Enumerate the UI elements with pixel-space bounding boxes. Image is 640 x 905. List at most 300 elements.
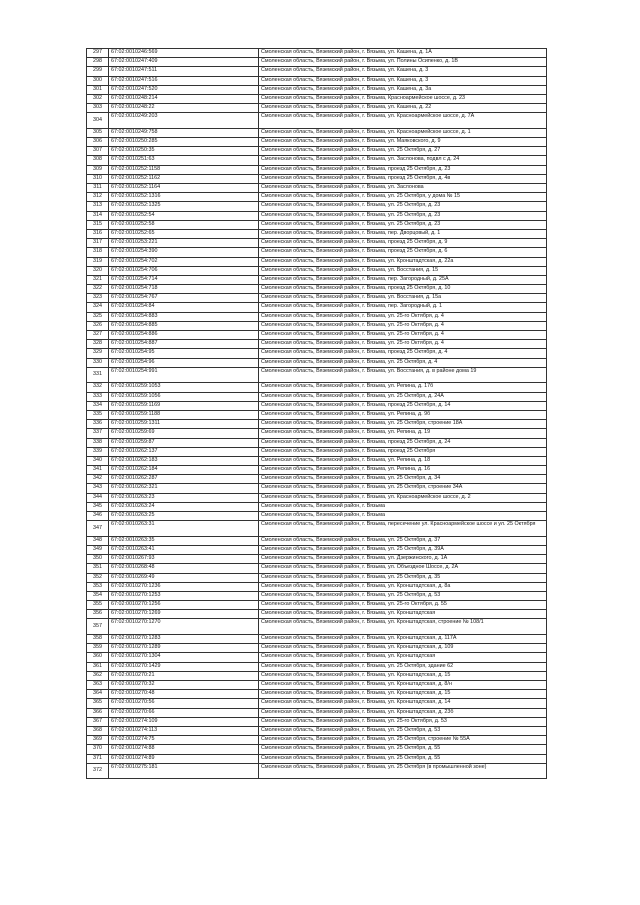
address: Смоленская область, Вяземский район, г. Вязьма xyxy=(259,512,547,521)
cadastral-number: 67:02:0010246:569 xyxy=(109,49,259,58)
address: Смоленская область, Вяземский район, г. Вязьма, ул. Красноармейское шоссе, д. 7А xyxy=(259,113,547,129)
table-row xyxy=(87,456,547,465)
row-number: 341 xyxy=(87,466,109,475)
table-row xyxy=(87,466,547,475)
cadastral-number: 67:02:0010263:31 xyxy=(109,521,259,537)
row-number: 327 xyxy=(87,331,109,340)
table-row xyxy=(87,438,547,447)
cadastral-number: 67:02:0010259:1169 xyxy=(109,401,259,410)
cadastral-number: 67:02:0010270:1270 xyxy=(109,619,259,635)
table-row xyxy=(87,763,547,779)
row-number: 322 xyxy=(87,285,109,294)
address: Смоленская область, Вяземский район, г. Вязьма, ул. 25 Октября, строение 34А xyxy=(259,484,547,493)
address: Смоленская область, Вяземский район, г. Вязьма, ул. Репина, д. 9б xyxy=(259,410,547,419)
cadastral-number: 67:02:0010274:113 xyxy=(109,726,259,735)
row-number: 304 xyxy=(87,113,109,129)
address: Смоленская область, Вяземский район, г. Вязьма, ул. Кронштадтская, д. 23б xyxy=(259,708,547,717)
row-number: 332 xyxy=(87,383,109,392)
cadastral-number: 67:02:0010252:65 xyxy=(109,229,259,238)
row-number: 350 xyxy=(87,555,109,564)
cadastral-number: 67:02:0010249:203 xyxy=(109,113,259,129)
row-number: 323 xyxy=(87,294,109,303)
cadastral-number: 67:02:0010267:93 xyxy=(109,555,259,564)
row-number: 300 xyxy=(87,76,109,85)
cadastral-number: 67:02:0010254:885 xyxy=(109,321,259,330)
cadastral-number: 67:02:0010262:287 xyxy=(109,475,259,484)
row-number: 338 xyxy=(87,438,109,447)
address: Смоленская область, Вяземский район, г. Вязьма, проезд 25 Октября, д. 4 xyxy=(259,349,547,358)
row-number: 370 xyxy=(87,745,109,754)
table-row xyxy=(87,248,547,257)
cadastral-number: 67:02:0010270:48 xyxy=(109,690,259,699)
address: Смоленская область, Вяземский район, г. Вязьма, ул. 25 Октября, д. 55 xyxy=(259,754,547,763)
cadastral-number: 67:02:0010254:991 xyxy=(109,367,259,383)
row-number: 339 xyxy=(87,447,109,456)
cadastral-number: 67:02:0010254:702 xyxy=(109,257,259,266)
address: Смоленская область, Вяземский район, г. Вязьма, ул. 25 Октября, д. 24А xyxy=(259,392,547,401)
cadastral-number: 67:02:0010251:63 xyxy=(109,156,259,165)
row-number: 348 xyxy=(87,536,109,545)
address: Смоленская область, Вяземский район, г. Вязьма, ул. Репина, д. 17б xyxy=(259,383,547,392)
table-row xyxy=(87,662,547,671)
address: Смоленская область, Вяземский район, г. Вязьма, ул. Заслонова, подвл с д. 24 xyxy=(259,156,547,165)
table-row xyxy=(87,582,547,591)
cadastral-number: 67:02:0010252:1162 xyxy=(109,174,259,183)
cadastral-number: 67:02:0010274:89 xyxy=(109,754,259,763)
table-row xyxy=(87,193,547,202)
table-row xyxy=(87,410,547,419)
table-row xyxy=(87,367,547,383)
table-row xyxy=(87,726,547,735)
address: Смоленская область, Вяземский район, г. Вязьма, ул. Кашена, д. 3 xyxy=(259,76,547,85)
table-row xyxy=(87,653,547,662)
row-number: 333 xyxy=(87,392,109,401)
table-row xyxy=(87,67,547,76)
address: Смоленская область, Вяземский район, г. Вязьма, ул. Кронштадтская, д. 15 xyxy=(259,690,547,699)
cadastral-number: 67:02:0010270:32 xyxy=(109,681,259,690)
address: Смоленская область, Вяземский район, г. Вязьма, ул. 25-го Октября, д. 4 xyxy=(259,312,547,321)
cadastral-number: 67:02:0010263:35 xyxy=(109,536,259,545)
address: Смоленская область, Вяземский район, г. Вязьма, ул. 25-го Октября, д. 4 xyxy=(259,321,547,330)
row-number: 358 xyxy=(87,635,109,644)
row-number: 371 xyxy=(87,754,109,763)
cadastral-number: 67:02:0010270:1269 xyxy=(109,610,259,619)
cadastral-number: 67:02:0010254:883 xyxy=(109,312,259,321)
address: Смоленская область, Вяземский район, г. Вязьма, ул. 25 Октября, строение № 55А xyxy=(259,736,547,745)
address: Смоленская область, Вяземский район, г. Вязьма, ул. 25 Октября, д. 39А xyxy=(259,545,547,554)
row-number: 307 xyxy=(87,147,109,156)
address: Смоленская область, Вяземский район, г. Вязьма, проезд 25 Октября, д. 23 xyxy=(259,165,547,174)
row-number: 330 xyxy=(87,358,109,367)
address: Смоленская область, Вяземский район, г. Вязьма, ул. 25 Октября, д. 23 xyxy=(259,202,547,211)
table-row xyxy=(87,49,547,58)
cadastral-number: 67:02:0010254:886 xyxy=(109,331,259,340)
cadastral-number: 67:02:0010250:285 xyxy=(109,138,259,147)
address: Смоленская область, Вяземский район, г. Вязьма, ул. Кронштадтская, д. 14 xyxy=(259,699,547,708)
cadastral-number: 67:02:0010252:54 xyxy=(109,211,259,220)
address: Смоленская область, Вяземский район, г. Вязьма, проезд 25 Октября, д. 14 xyxy=(259,401,547,410)
registry-table-body xyxy=(87,49,547,779)
cadastral-number: 67:02:0010259:1053 xyxy=(109,383,259,392)
row-number: 325 xyxy=(87,312,109,321)
cadastral-number: 67:02:0010253:221 xyxy=(109,239,259,248)
address: Смоленская область, Вяземский район, г. Вязьма, ул. 25 Октября, д. 4 xyxy=(259,358,547,367)
cadastral-number: 67:02:0010254:887 xyxy=(109,340,259,349)
row-number: 366 xyxy=(87,708,109,717)
table-row xyxy=(87,94,547,103)
row-number: 326 xyxy=(87,321,109,330)
row-number: 344 xyxy=(87,493,109,502)
address: Смоленская область, Вяземский район, г. Вязьма, ул. 25 Октября, д. 27 xyxy=(259,147,547,156)
table-row xyxy=(87,220,547,229)
row-number: 318 xyxy=(87,248,109,257)
row-number: 365 xyxy=(87,699,109,708)
cadastral-number: 67:02:0010249:758 xyxy=(109,128,259,137)
cadastral-number: 67:02:0010250:35 xyxy=(109,147,259,156)
table-row xyxy=(87,340,547,349)
row-number: 352 xyxy=(87,573,109,582)
row-number: 335 xyxy=(87,410,109,419)
table-row xyxy=(87,358,547,367)
cadastral-number: 67:02:0010254:714 xyxy=(109,275,259,284)
cadastral-number: 67:02:0010247:520 xyxy=(109,85,259,94)
address: Смоленская область, Вяземский район, г. Вязьма, ул. Репина, д. 18 xyxy=(259,456,547,465)
cadastral-number: 67:02:0010270:66 xyxy=(109,708,259,717)
cadastral-number: 67:02:0010270:1253 xyxy=(109,591,259,600)
table-row xyxy=(87,202,547,211)
table-row xyxy=(87,573,547,582)
table-row xyxy=(87,321,547,330)
table-row xyxy=(87,303,547,312)
table-row xyxy=(87,211,547,220)
address: Смоленская область, Вяземский район, г. Вязьма, ул. Кронштадтская xyxy=(259,610,547,619)
row-number: 309 xyxy=(87,165,109,174)
address: Смоленская область, Вяземский район, г. Вязьма, ул. 25 Октября, строение 18А xyxy=(259,420,547,429)
row-number: 316 xyxy=(87,229,109,238)
table-row xyxy=(87,156,547,165)
row-number: 298 xyxy=(87,58,109,67)
cadastral-number: 67:02:0010263:23 xyxy=(109,493,259,502)
address: Смоленская область, Вяземский район, г. Вязьма, ул. Заслонова xyxy=(259,184,547,193)
row-number: 331 xyxy=(87,367,109,383)
address: Смоленская область, Вяземский район, г. Вязьма, ул. Дзержинского, д. 1А xyxy=(259,555,547,564)
cadastral-number: 67:02:0010270:56 xyxy=(109,699,259,708)
address: Смоленская область, Вяземский район, г. Вязьма, ул. 25 Октября, д. 53 xyxy=(259,591,547,600)
cadastral-number: 67:02:0010259:1188 xyxy=(109,410,259,419)
cadastral-number: 67:02:0010262:184 xyxy=(109,466,259,475)
table-row xyxy=(87,447,547,456)
table-row xyxy=(87,502,547,511)
address: Смоленская область, Вяземский район, г. Вязьма, ул. Кронштадтская, д. 109 xyxy=(259,644,547,653)
cadastral-number: 67:02:0010262:321 xyxy=(109,484,259,493)
row-number: 329 xyxy=(87,349,109,358)
cadastral-number: 67:02:0010268:48 xyxy=(109,564,259,573)
address: Смоленская область, Вяземский район, г. Вязьма, Красноармейское шоссе, д. 23 xyxy=(259,94,547,103)
cadastral-number: 67:02:0010259:87 xyxy=(109,438,259,447)
row-number: 303 xyxy=(87,104,109,113)
address: Смоленская область, Вяземский район, г. Вязьма, ул. Кашена, д. 22 xyxy=(259,104,547,113)
table-row xyxy=(87,174,547,183)
row-number: 305 xyxy=(87,128,109,137)
table-row xyxy=(87,349,547,358)
row-number: 317 xyxy=(87,239,109,248)
row-number: 314 xyxy=(87,211,109,220)
address: Смоленская область, Вяземский район, г. Вязьма xyxy=(259,502,547,511)
table-row xyxy=(87,745,547,754)
cadastral-number: 67:02:0010270:1256 xyxy=(109,601,259,610)
table-row xyxy=(87,512,547,521)
table-row xyxy=(87,610,547,619)
cadastral-number: 67:02:0010269:49 xyxy=(109,573,259,582)
address: Смоленская область, Вяземский район, г. Вязьма, ул. Кронштадтская xyxy=(259,653,547,662)
table-row xyxy=(87,294,547,303)
row-number: 336 xyxy=(87,420,109,429)
cadastral-number: 67:02:0010248:22 xyxy=(109,104,259,113)
cadastral-number: 67:02:0010259:1311 xyxy=(109,420,259,429)
row-number: 363 xyxy=(87,681,109,690)
cadastral-number: 67:02:0010263:25 xyxy=(109,512,259,521)
cadastral-number: 67:02:0010254:84 xyxy=(109,303,259,312)
row-number: 359 xyxy=(87,644,109,653)
row-number: 342 xyxy=(87,475,109,484)
cadastral-number: 67:02:0010247:409 xyxy=(109,58,259,67)
table-row xyxy=(87,239,547,248)
row-number: 315 xyxy=(87,220,109,229)
table-row xyxy=(87,165,547,174)
table-row xyxy=(87,128,547,137)
row-number: 320 xyxy=(87,266,109,275)
address: Смоленская область, Вяземский район, г. Вязьма, ул. 25 Октября, здание 62 xyxy=(259,662,547,671)
cadastral-number: 67:02:0010254:718 xyxy=(109,285,259,294)
cadastral-number: 67:02:0010254:767 xyxy=(109,294,259,303)
table-row xyxy=(87,635,547,644)
table-row xyxy=(87,564,547,573)
table-row xyxy=(87,331,547,340)
row-number: 364 xyxy=(87,690,109,699)
table-row xyxy=(87,690,547,699)
row-number: 368 xyxy=(87,726,109,735)
table-row xyxy=(87,429,547,438)
table-row xyxy=(87,147,547,156)
row-number: 351 xyxy=(87,564,109,573)
registry-sheet xyxy=(86,48,546,779)
address: Смоленская область, Вяземский район, г. Вязьма, ул. Кронштадтская, д. 15 xyxy=(259,671,547,680)
table-row xyxy=(87,58,547,67)
row-number: 337 xyxy=(87,429,109,438)
row-number: 357 xyxy=(87,619,109,635)
row-number: 353 xyxy=(87,582,109,591)
table-row xyxy=(87,699,547,708)
table-row xyxy=(87,401,547,410)
cadastral-number: 67:02:0010254:95 xyxy=(109,349,259,358)
table-row xyxy=(87,484,547,493)
address: Смоленская область, Вяземский район, г. Вязьма, ул. 25 Октября, д. 37 xyxy=(259,536,547,545)
address: Смоленская область, Вяземский район, г. Вязьма, ул. Восстания, д. 15а xyxy=(259,294,547,303)
table-row xyxy=(87,493,547,502)
row-number: 346 xyxy=(87,512,109,521)
row-number: 361 xyxy=(87,662,109,671)
table-row xyxy=(87,601,547,610)
row-number: 367 xyxy=(87,717,109,726)
row-number: 354 xyxy=(87,591,109,600)
address: Смоленская область, Вяземский район, г. Вязьма, ул. 25-го Октября, д. 55 xyxy=(259,601,547,610)
address: Смоленская область, Вяземский район, г. Вязьма, ул. Кашена, д. 1А xyxy=(259,49,547,58)
row-number: 355 xyxy=(87,601,109,610)
address: Смоленская область, Вяземский район, г. Вязьма, ул. Репина, д. 16 xyxy=(259,466,547,475)
address: Смоленская область, Вяземский район, г. Вязьма, ул. Кашена, д. 3 xyxy=(259,67,547,76)
cadastral-number: 67:02:0010270:1429 xyxy=(109,662,259,671)
address: Смоленская область, Вяземский район, г. Вязьма, ул. Кронштадтская, д. 22а xyxy=(259,257,547,266)
row-number: 328 xyxy=(87,340,109,349)
table-row xyxy=(87,383,547,392)
address: Смоленская область, Вяземский район, г. Вязьма, проезд 25 Октября, д. 6 xyxy=(259,248,547,257)
table-row xyxy=(87,521,547,537)
cadastral-number: 67:02:0010252:1158 xyxy=(109,165,259,174)
table-row xyxy=(87,536,547,545)
cadastral-number: 67:02:0010263:24 xyxy=(109,502,259,511)
address: Смоленская область, Вяземский район, г. Вязьма, проезд 25 Октября xyxy=(259,447,547,456)
address: Смоленская область, Вяземский район, г. Вязьма, ул. Кронштадтская, д. 8а xyxy=(259,582,547,591)
address: Смоленская область, Вяземский район, г. Вязьма, ул. 25-го Октября, д. 4 xyxy=(259,331,547,340)
row-number: 356 xyxy=(87,610,109,619)
row-number: 299 xyxy=(87,67,109,76)
row-number: 369 xyxy=(87,736,109,745)
address: Смоленская область, Вяземский район, г. Вязьма, пер. Дворцовый, д. 1 xyxy=(259,229,547,238)
table-row xyxy=(87,717,547,726)
address: Смоленская область, Вяземский район, г. Вязьма, ул. 25 Октября, д. 53 xyxy=(259,726,547,735)
cadastral-number: 67:02:0010270:21 xyxy=(109,671,259,680)
row-number: 360 xyxy=(87,653,109,662)
row-number: 311 xyxy=(87,184,109,193)
address: Смоленская область, Вяземский район, г. Вязьма, ул. Кронштадтская, строение № 108/1 xyxy=(259,619,547,635)
cadastral-number: 67:02:0010259:69 xyxy=(109,429,259,438)
address: Смоленская область, Вяземский район, г. Вязьма, ул. Восстания, д. 15 xyxy=(259,266,547,275)
row-number: 347 xyxy=(87,521,109,537)
cadastral-number: 67:02:0010275:181 xyxy=(109,763,259,779)
row-number: 308 xyxy=(87,156,109,165)
cadastral-number: 67:02:0010263:41 xyxy=(109,545,259,554)
table-row xyxy=(87,266,547,275)
table-row xyxy=(87,545,547,554)
address: Смоленская область, Вяземский район, г. Вязьма, пер. Загородный, д. 25А xyxy=(259,275,547,284)
cadastral-number: 67:02:0010252:1316 xyxy=(109,193,259,202)
address: Смоленская область, Вяземский район, г. Вязьма, проезд 25 Октября, д. 24 xyxy=(259,438,547,447)
address: Смоленская область, Вяземский район, г. Вязьма, проезд 25 Октября, д. 9 xyxy=(259,239,547,248)
row-number: 324 xyxy=(87,303,109,312)
row-number: 340 xyxy=(87,456,109,465)
row-number: 321 xyxy=(87,275,109,284)
address: Смоленская область, Вяземский район, г. Вязьма, пересечение ул. Красноармейское шоссе и ул. 25 Октября xyxy=(259,521,547,537)
row-number: 306 xyxy=(87,138,109,147)
registry-table xyxy=(86,48,547,779)
cadastral-number: 67:02:0010274:75 xyxy=(109,736,259,745)
table-row xyxy=(87,76,547,85)
table-row xyxy=(87,644,547,653)
address: Смоленская область, Вяземский район, г. Вязьма, проезд 25 Октября, д. 10 xyxy=(259,285,547,294)
table-row xyxy=(87,138,547,147)
row-number: 319 xyxy=(87,257,109,266)
table-row xyxy=(87,420,547,429)
table-row xyxy=(87,85,547,94)
table-row xyxy=(87,754,547,763)
address: Смоленская область, Вяземский район, г. Вязьма, ул. Репина, д. 19 xyxy=(259,429,547,438)
row-number: 362 xyxy=(87,671,109,680)
cadastral-number: 67:02:0010270:1304 xyxy=(109,653,259,662)
address: Смоленская область, Вяземский район, г. Вязьма, ул. Красноармейское шоссе, д. 1 xyxy=(259,128,547,137)
table-row xyxy=(87,104,547,113)
table-row xyxy=(87,671,547,680)
address: Смоленская область, Вяземский район, г. Вязьма, ул. 25-го Октября, д. 4 xyxy=(259,340,547,349)
row-number: 345 xyxy=(87,502,109,511)
row-number: 297 xyxy=(87,49,109,58)
cadastral-number: 67:02:0010262:183 xyxy=(109,456,259,465)
table-row xyxy=(87,275,547,284)
address: Смоленская область, Вяземский район, г. Вязьма, ул. 25 Октября, д. 35 xyxy=(259,573,547,582)
cadastral-number: 67:02:0010247:516 xyxy=(109,76,259,85)
table-row xyxy=(87,736,547,745)
address: Смоленская область, Вяземский район, г. Вязьма, ул. Объездное Шоссе, д. 2А xyxy=(259,564,547,573)
row-number: 343 xyxy=(87,484,109,493)
row-number: 349 xyxy=(87,545,109,554)
row-number: 334 xyxy=(87,401,109,410)
cadastral-number: 67:02:0010252:1164 xyxy=(109,184,259,193)
table-row xyxy=(87,591,547,600)
table-row xyxy=(87,184,547,193)
row-number: 313 xyxy=(87,202,109,211)
address: Смоленская область, Вяземский район, г. Вязьма, ул. Красноармейское шоссе, д. 2 xyxy=(259,493,547,502)
table-row xyxy=(87,257,547,266)
address: Смоленская область, Вяземский район, г. Вязьма, ул. Полины Осипенко, д. 1В xyxy=(259,58,547,67)
address: Смоленская область, Вяземский район, г. Вязьма, ул. Кронштадтская, д. 8/н xyxy=(259,681,547,690)
address: Смоленская область, Вяземский район, г. Вязьма, ул. Кронштадтская, д. 117А xyxy=(259,635,547,644)
cadastral-number: 67:02:0010252:58 xyxy=(109,220,259,229)
cadastral-number: 67:02:0010254:390 xyxy=(109,248,259,257)
address: Смоленская область, Вяземский район, г. Вязьма, ул. 25 Октября, у дома № 15 xyxy=(259,193,547,202)
address: Смоленская область, Вяземский район, г. Вязьма, ул. 25 Октября, д. 34 xyxy=(259,475,547,484)
row-number: 312 xyxy=(87,193,109,202)
cadastral-number: 67:02:0010274:88 xyxy=(109,745,259,754)
cadastral-number: 67:02:0010262:137 xyxy=(109,447,259,456)
cadastral-number: 67:02:0010259:1056 xyxy=(109,392,259,401)
address: Смоленская область, Вяземский район, г. Вязьма, проезд 25 Октября, д. 4в xyxy=(259,174,547,183)
address: Смоленская область, Вяземский район, г. Вязьма, ул. 25-го Октября, д. 53 xyxy=(259,717,547,726)
address: Смоленская область, Вяземский район, г. Вязьма, ул. Восстания, д. в районе дома 19 xyxy=(259,367,547,383)
table-row xyxy=(87,229,547,238)
table-row xyxy=(87,555,547,564)
address: Смоленская область, Вяземский район, г. Вязьма, ул. 25 Октября, д. 23 xyxy=(259,220,547,229)
cadastral-number: 67:02:0010247:511 xyxy=(109,67,259,76)
cadastral-number: 67:02:0010254:706 xyxy=(109,266,259,275)
table-row xyxy=(87,619,547,635)
row-number: 372 xyxy=(87,763,109,779)
row-number: 310 xyxy=(87,174,109,183)
table-row xyxy=(87,285,547,294)
address: Смоленская область, Вяземский район, г. Вязьма, ул. 25 Октября (в промышленной зоне) xyxy=(259,763,547,779)
cadastral-number: 67:02:0010270:1283 xyxy=(109,635,259,644)
cadastral-number: 67:02:0010274:109 xyxy=(109,717,259,726)
address: Смоленская область, Вяземский район, г. Вязьма, ул. 25 Октября, д. 23 xyxy=(259,211,547,220)
table-row xyxy=(87,681,547,690)
row-number: 301 xyxy=(87,85,109,94)
table-row xyxy=(87,708,547,717)
cadastral-number: 67:02:0010248:214 xyxy=(109,94,259,103)
cadastral-number: 67:02:0010254:96 xyxy=(109,358,259,367)
address: Смоленская область, Вяземский район, г. Вязьма, ул. 25 Октября, д. 55 xyxy=(259,745,547,754)
cadastral-number: 67:02:0010270:1236 xyxy=(109,582,259,591)
table-row xyxy=(87,475,547,484)
address: Смоленская область, Вяземский район, г. Вязьма, ул. Кашена, д. 3а xyxy=(259,85,547,94)
address: Смоленская область, Вяземский район, г. Вязьма, ул. Маяковского, д. 9 xyxy=(259,138,547,147)
